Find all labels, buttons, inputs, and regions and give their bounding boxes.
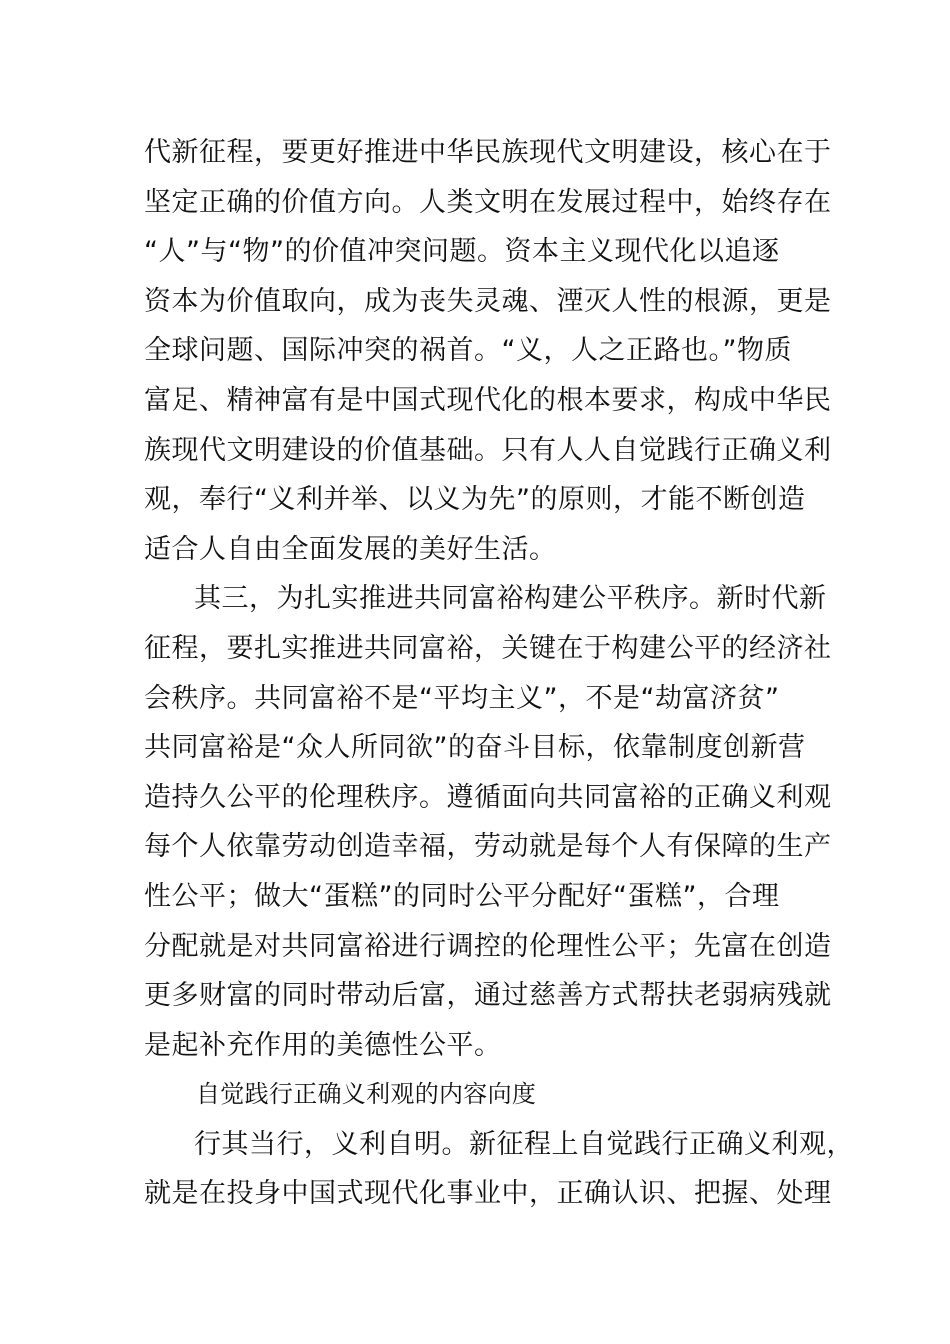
text-line: 每个人依靠劳动创造幸福，劳动就是每个人有保障的生产	[144, 831, 832, 863]
text-line: 全球问题、国际冲突的祸首。“义，人之正路也。”物质	[144, 335, 792, 367]
text-line: 分配就是对共同富裕进行调控的伦理性公平；先富在创造	[144, 930, 832, 962]
paragraph-common-prosperity	[144, 574, 832, 1070]
text-line: 性公平；做大“蛋糕”的同时公平分配好“蛋糕”，合理	[144, 880, 780, 912]
text-line: 代新征程，要更好推进中华民族现代文明建设，核心在于	[144, 137, 832, 168]
text-line: “人”与“物”的价值冲突问题。资本主义现代化以追逐	[144, 236, 780, 268]
paragraph-civilization-values	[144, 128, 832, 574]
text-line: 就是在投身中国式现代化事业中，正确认识、把握、处理	[144, 1178, 832, 1210]
text-line: 族现代文明建设的价值基础。只有人人自觉践行正确义利	[144, 434, 832, 466]
text-line: 适合人自由全面发展的美好生活。	[144, 533, 557, 565]
paragraph-content-dimensions	[144, 1120, 854, 1219]
text-line: 征程，要扎实推进共同富裕，关键在于构建公平的经济社	[144, 632, 832, 664]
text-line: 共同富裕是“众人所同欲”的奋斗目标，依靠制度创新营	[144, 732, 806, 764]
section-heading: 自觉践行正确义利观的内容向度	[196, 1080, 537, 1109]
text-line: 坚定正确的价值方向。人类文明在发展过程中，始终存在	[144, 186, 832, 218]
text-line: 是起补充作用的美德性公平。	[144, 1029, 502, 1061]
text-line: 观，奉行“义利并举、以义为先”的原则，才能不断创造	[144, 484, 806, 516]
text-line: 行其当行，义利自明。新征程上自觉践行正确义利观，	[194, 1128, 854, 1160]
text-line: 更多财富的同时带动后富，通过慈善方式帮扶老弱病残就	[144, 980, 832, 1012]
text-line: 造持久公平的伦理秩序。遵循面向共同富裕的正确义利观	[144, 781, 832, 813]
text-line: 富足、精神富有是中国式现代化的根本要求，构成中华民	[144, 384, 832, 416]
text-line: 资本为价值取向，成为丧失灵魂、湮灭人性的根源，更是	[144, 285, 832, 317]
document-body	[144, 128, 854, 1219]
text-line: 会秩序。共同富裕不是“平均主义”，不是“劫富济贫”	[144, 682, 780, 714]
text-line: 其三，为扎实推进共同富裕构建公平秩序。新时代新	[194, 583, 827, 615]
